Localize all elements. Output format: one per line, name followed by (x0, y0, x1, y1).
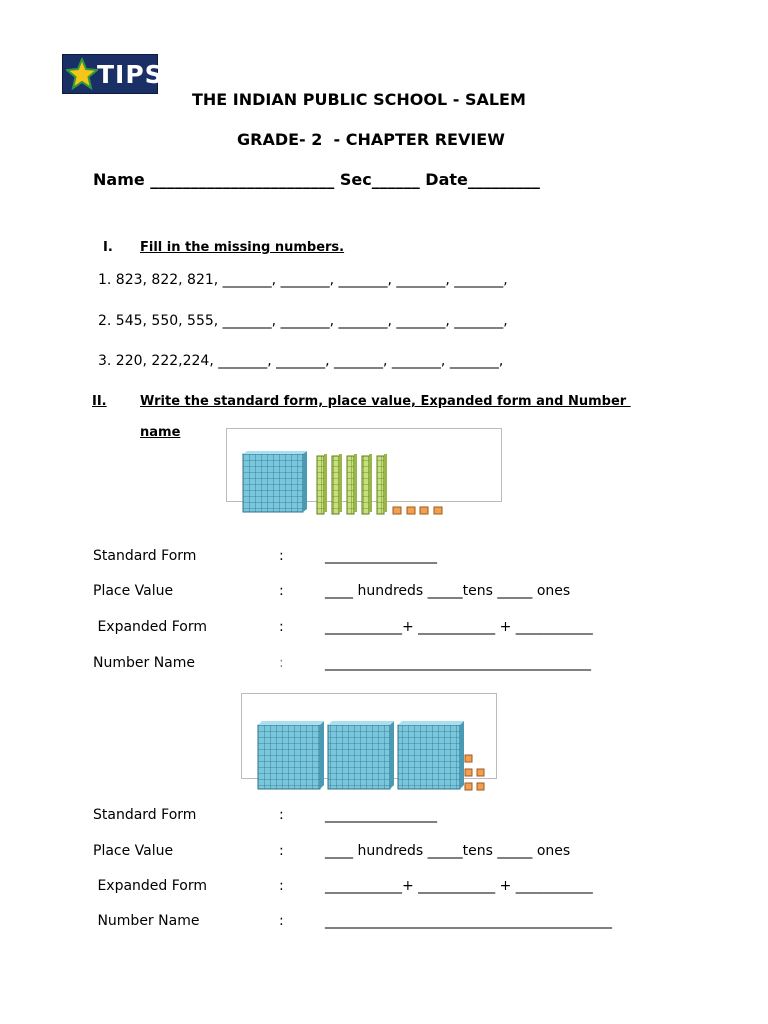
hundred-flat (258, 721, 324, 789)
star-icon (66, 58, 98, 90)
place-value-label: Place Value (93, 843, 174, 859)
ten-rod (362, 454, 372, 514)
colon: : (279, 548, 284, 564)
number-name-label: Number Name (93, 655, 195, 671)
hundred-flat (243, 451, 307, 512)
sequence-item-3: 3. 220, 222,224, _______, _______, _______, _______, _______, (98, 353, 504, 369)
sequence-item-2: 2. 545, 550, 555, _______, _______, _______, _______, _______, (98, 313, 508, 329)
sequence-item-1: 1. 823, 822, 821, _______, _______, _______, _______, _______, (98, 272, 508, 288)
place-value-label: Place Value (93, 583, 174, 599)
hundred-flat (398, 721, 464, 789)
one-cube (465, 769, 472, 776)
section-2-title-continued: name (140, 425, 181, 440)
place-value-blank: ____ hundreds _____tens _____ ones (325, 843, 571, 859)
expanded-form-blank: ___________+ ___________ + ___________ (325, 878, 593, 894)
standard-form-label: Standard Form (93, 548, 197, 564)
one-cube (477, 783, 484, 790)
ten-rod (347, 454, 357, 514)
colon: : (279, 807, 284, 823)
worksheet-title: GRADE- 2 - CHAPTER REVIEW (237, 130, 505, 149)
section-1-title: Fill in the missing numbers. (140, 240, 345, 255)
expanded-form-label: Expanded Form (93, 619, 208, 635)
school-logo (62, 54, 164, 94)
base-ten-blocks-figure-2 (241, 693, 497, 779)
base-ten-blocks-figure-1 (226, 428, 502, 502)
colon: : (279, 583, 284, 599)
colon: : (279, 619, 284, 635)
number-name-blank: ______________________________________ (325, 655, 591, 671)
colon: : (279, 913, 284, 929)
hundred-flat (328, 721, 394, 789)
one-cube (434, 507, 442, 514)
ten-rod (332, 454, 342, 514)
school-name: THE INDIAN PUBLIC SCHOOL - SALEM (192, 90, 526, 109)
ten-rod (317, 454, 327, 514)
section-2-numeral: II. (92, 394, 107, 409)
expanded-form-blank: ___________+ ___________ + ___________ (325, 619, 593, 635)
colon: : (279, 655, 284, 671)
colon: : (279, 878, 284, 894)
place-value-blank: ____ hundreds _____tens _____ ones (325, 583, 571, 599)
section-2-title: Write the standard form, place value, Expanded form and Number (140, 394, 631, 409)
one-cube (477, 769, 484, 776)
one-cube (393, 507, 401, 514)
one-cube (465, 755, 472, 762)
standard-form-blank: ________________ (325, 807, 437, 823)
standard-form-blank: ________________ (325, 548, 437, 564)
standard-form-label: Standard Form (93, 807, 197, 823)
number-name-blank: _________________________________________ (325, 913, 612, 929)
logo-text: TIPS (97, 60, 164, 89)
ten-rod (377, 454, 387, 514)
colon: : (279, 843, 284, 859)
section-1-numeral: I. (103, 240, 113, 255)
number-name-label: Number Name (93, 913, 200, 929)
expanded-form-label: Expanded Form (93, 878, 208, 894)
one-cube (420, 507, 428, 514)
one-cube (465, 783, 472, 790)
one-cube (407, 507, 415, 514)
student-info-line: Name _______________________ Sec______ Date_________ (93, 170, 540, 189)
